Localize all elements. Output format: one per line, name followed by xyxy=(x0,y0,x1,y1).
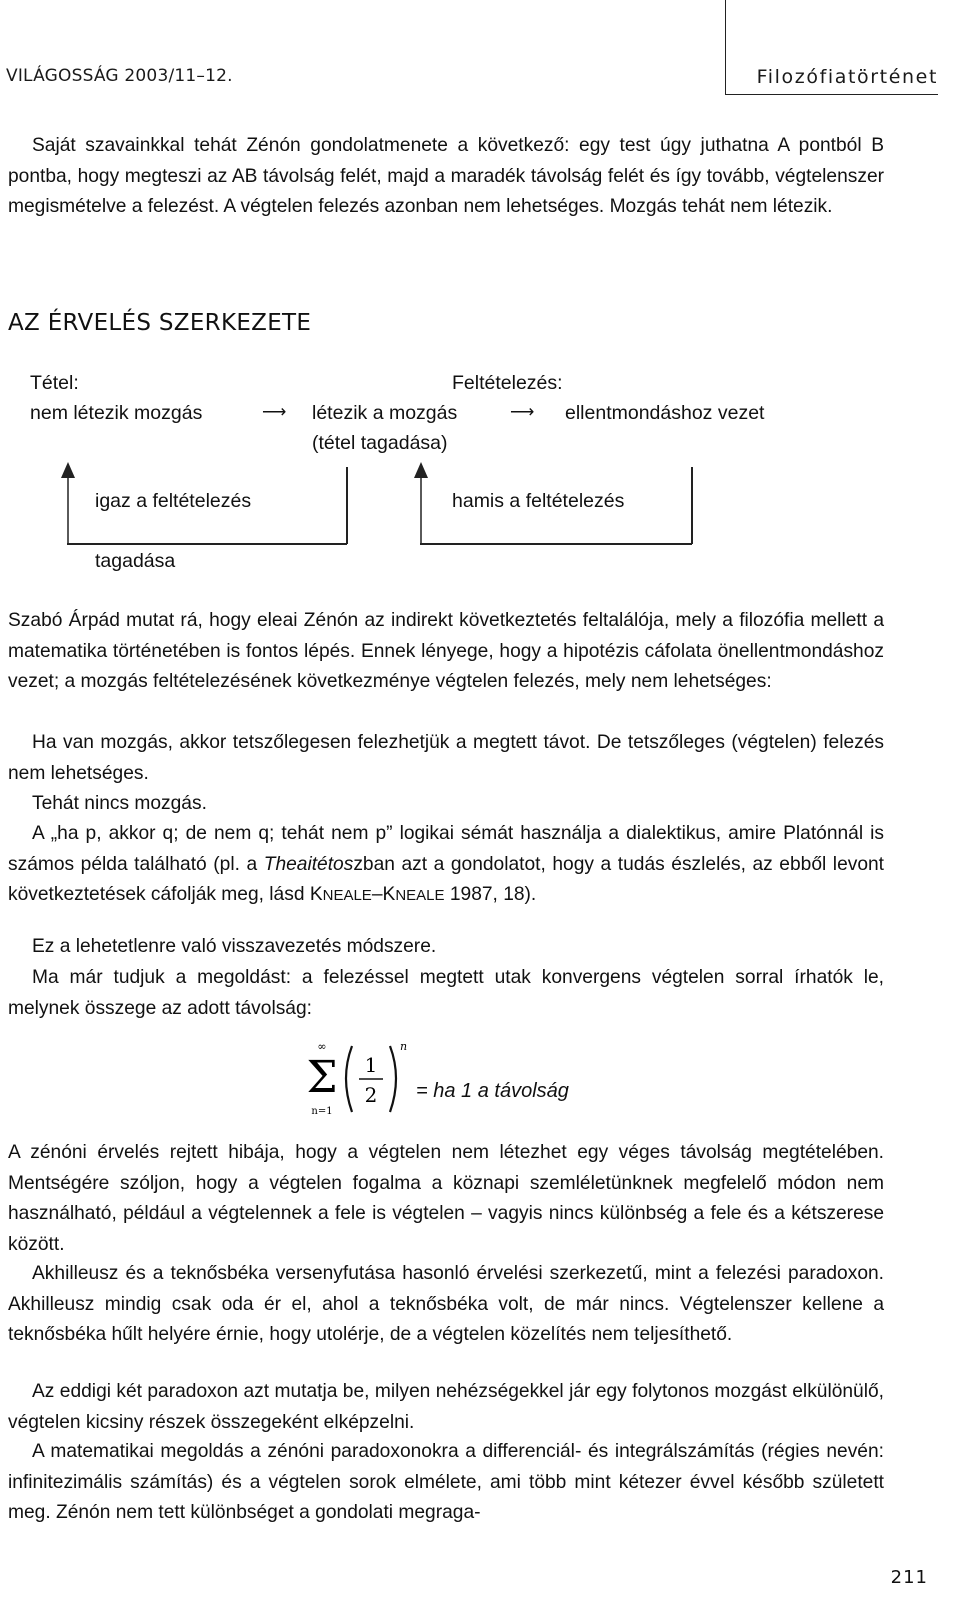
section-title: AZ ÉRVELÉS SZERKEZETE xyxy=(8,310,312,336)
body-paragraph: A matematikai megoldás a zénóni paradoxonokra a differenciál- és integrálszámítás (régies nevén: infinitezimális számítás) és a végtelen sorok elmélete, ami több mint kétezer évvel később született meg. Zénón nem tett különbséget a gondolati megraga- xyxy=(8,1441,884,1523)
body-paragraph: Az eddigi két paradoxon azt mutatja be, milyen nehézségekkel jár egy folytonos mozgást elkülönülő, végtelen kicsiny részek összegeként elképzelni. xyxy=(8,1381,884,1433)
series-formula xyxy=(300,1040,410,1120)
body-paragraph: Akhilleusz és a teknősbéka versenyfutása hasonló érvelési szerkezetű, mint a felezési paradoxon. Akhilleusz mindig csak oda ér el, ahol a teknősbéka volt, de már nincs. Végtelenszer kellene a teknősbéka hűlt helyére érnie, hogy utolérje, de a végtelen közelítés nem teljesíthető. xyxy=(8,1263,884,1345)
sum-lower-limit: n=1 xyxy=(311,1106,333,1117)
body-text: zban azt a gondolatot, hogy a tudás észlelés, az ebből levont következtetések cáfolják meg, lásd K xyxy=(8,853,885,905)
body-paragraph: Ma már tudjuk a megoldást: a felezéssel megtett utak konvergens végtelen sorral írhatók le, melynek összege az adott távolság: xyxy=(8,967,884,1019)
up-arrow-icon xyxy=(58,460,78,544)
thesis-label: Tétel: xyxy=(30,372,79,394)
body-paragraph xyxy=(8,819,884,912)
journal-header: VILÁGOSSÁG 2003/11–12. xyxy=(6,66,233,86)
section-header: Filozófiatörténet xyxy=(756,66,938,88)
sigma-icon: Σ xyxy=(306,1052,338,1103)
connector-line xyxy=(691,467,693,544)
body-text: A „ha p, akkor q; de nem q; tehát nem p” logikai sémát használja a dialektikus, amire Platónnál is számos példa található (pl. a xyxy=(8,823,884,875)
fraction-numerator: 1 xyxy=(364,1053,378,1077)
connector-line xyxy=(420,543,692,545)
assumption-label: Feltételezés: xyxy=(452,372,563,394)
body-paragraph: Szabó Árpád mutat rá, hogy eleai Zénón az indirekt következtetés feltalálója, mely a filozófia mellett a matematika történetében is fontos lépés. Ennek lényege, hogy a hipotézis cáfolata önellentmondáshoz vezet; a mozgás feltételezésének következménye végtelen felezés, mely nem lehetséges: xyxy=(8,610,884,692)
sum-upper-limit: ∞ xyxy=(317,1040,327,1053)
body-paragraph: A zénóni érvelés rejtett hibája, hogy a végtelen nem létezhet egy véges távolság megtételében. Mentségére szóljon, hogy a végtelen fogalma a köznapi szemléletünknek megfelelő módon nem használható, például a végtelennek a fele is végtelen – vagyis nincs különbség a fele és a kétszerese között. xyxy=(8,1142,884,1255)
intro-paragraph: Saját szavainkkal tehát Zénón gondolatmenete a következő: egy test úgy juthatna A pontból B pontba, hogy megteszi az AB távolság felét, majd a maradék távolság felét és így tovább, végtelenszer megismételve a felezést. A végtelen felezés azonban nem lehetséges. Mozgás tehát nem létezik. xyxy=(8,135,884,217)
body-paragraph: Ez a lehetetlenre való visszavezetés módszere. xyxy=(32,936,437,957)
true-assumption-text: igaz a feltételezés xyxy=(95,490,252,512)
body-text: 1987, 18). xyxy=(444,884,537,905)
author-smallcaps: NEALE xyxy=(322,887,372,904)
author-smallcaps: NEALE xyxy=(395,887,445,904)
up-arrow-icon xyxy=(411,460,431,544)
false-assumption-text: hamis a feltételezés xyxy=(452,490,625,512)
page-number: 211 xyxy=(890,1567,928,1588)
thesis-text: nem létezik mozgás xyxy=(30,402,203,424)
fraction-denominator: 2 xyxy=(364,1083,378,1107)
arrow-icon: ⟶ xyxy=(262,402,287,421)
exponent: n xyxy=(400,1040,408,1053)
consequence-text: ellentmondáshoz vezet xyxy=(565,402,765,424)
assumption-note: (tétel tagadása) xyxy=(312,432,448,454)
formula-note: = ha 1 a távolság xyxy=(416,1080,569,1102)
assumption-text: létezik a mozgás xyxy=(312,402,458,424)
body-paragraph: Ha van mozgás, akkor tetszőlegesen felezhetjük a megtett távot. De tetszőleges (végtelen) felezés nem lehetséges. xyxy=(8,732,884,784)
body-paragraph: Tehát nincs mozgás. xyxy=(32,793,207,814)
body-text: –K xyxy=(371,884,396,905)
connector-line xyxy=(67,543,347,545)
arrow-icon: ⟶ xyxy=(510,402,535,421)
connector-line xyxy=(346,467,348,544)
negation-text: tagadása xyxy=(95,550,176,572)
work-title: Theaitétos xyxy=(263,853,354,875)
